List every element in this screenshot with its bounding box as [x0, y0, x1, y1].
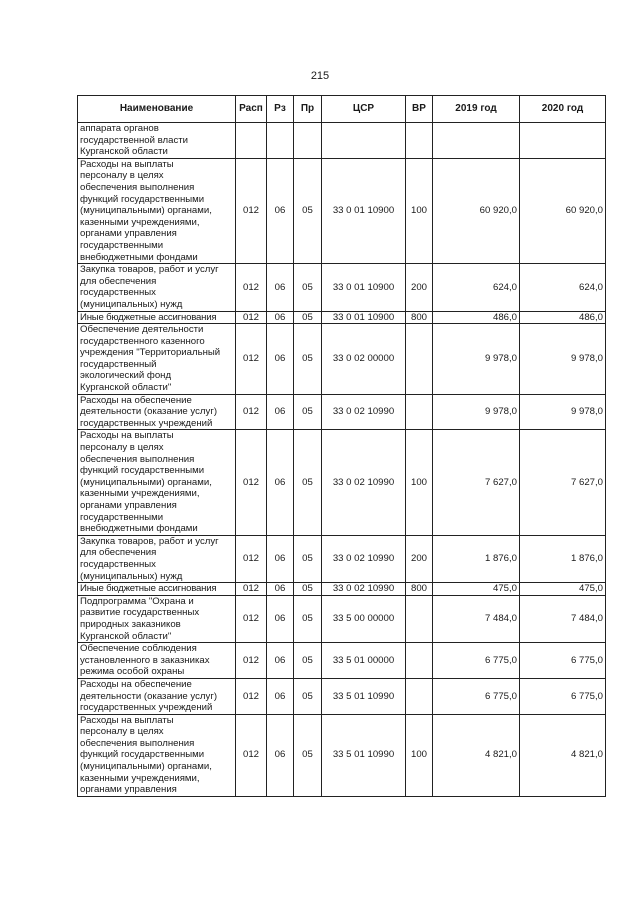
cell-pr: 05	[294, 324, 322, 395]
cell-csr: 33 0 02 10990	[322, 394, 406, 430]
table-row	[78, 158, 606, 263]
table-row	[78, 311, 606, 324]
cell-pr: 05	[294, 714, 322, 796]
col-header-csr: ЦСР	[322, 96, 406, 123]
cell-vr: 200	[406, 264, 433, 311]
cell-rasp: 012	[236, 714, 267, 796]
cell-pr	[294, 123, 322, 159]
cell-vr	[406, 324, 433, 395]
cell-rz: 06	[267, 714, 294, 796]
cell-pr: 05	[294, 158, 322, 263]
cell-pr: 05	[294, 430, 322, 535]
cell-rasp: 012	[236, 430, 267, 535]
cell-pr: 05	[294, 535, 322, 582]
cell-rz: 06	[267, 535, 294, 582]
cell-2019: 1 876,0	[433, 535, 520, 582]
cell-csr	[322, 123, 406, 159]
cell-name: Обеспечение деятельности государственного казенного учреждения "Территориальный государственный экологический фонд Курганской области"	[78, 324, 236, 395]
cell-2019: 6 775,0	[433, 643, 520, 679]
cell-name: Расходы на выплаты персоналу в целях обеспечения выполнения функций государственными (муниципальными) органами, казенными учреждениями, органами управления	[78, 714, 236, 796]
cell-rasp: 012	[236, 595, 267, 642]
cell-rz	[267, 123, 294, 159]
table-row	[78, 678, 606, 714]
cell-2019: 60 920,0	[433, 158, 520, 263]
cell-vr: 800	[406, 583, 433, 596]
cell-csr: 33 0 01 10900	[322, 158, 406, 263]
cell-2019: 6 775,0	[433, 678, 520, 714]
cell-2020: 6 775,0	[520, 643, 606, 679]
cell-rz: 06	[267, 311, 294, 324]
cell-name: аппарата органов государственной власти Курганской области	[78, 123, 236, 159]
cell-rz: 06	[267, 583, 294, 596]
cell-2020: 4 821,0	[520, 714, 606, 796]
cell-rasp: 012	[236, 583, 267, 596]
cell-name: Подпрограмма "Охрана и развитие государственных природных заказников Курганской области"	[78, 595, 236, 642]
cell-csr: 33 0 02 10990	[322, 535, 406, 582]
cell-csr: 33 0 01 10900	[322, 311, 406, 324]
cell-2019: 9 978,0	[433, 324, 520, 395]
col-header-name: Наименование	[78, 96, 236, 123]
cell-rasp: 012	[236, 535, 267, 582]
cell-name: Иные бюджетные ассигнования	[78, 311, 236, 324]
cell-2019: 624,0	[433, 264, 520, 311]
cell-2019: 7 484,0	[433, 595, 520, 642]
cell-vr: 200	[406, 535, 433, 582]
budget-table	[77, 95, 606, 797]
col-header-pr: Пр	[294, 96, 322, 123]
table-row	[78, 324, 606, 395]
cell-2020: 7 627,0	[520, 430, 606, 535]
cell-2019: 475,0	[433, 583, 520, 596]
table-header-row	[78, 96, 606, 123]
cell-name: Расходы на обеспечение деятельности (оказание услуг) государственных учреждений	[78, 394, 236, 430]
cell-name: Иные бюджетные ассигнования	[78, 583, 236, 596]
col-header-rz: Рз	[267, 96, 294, 123]
cell-2019: 486,0	[433, 311, 520, 324]
cell-2020: 6 775,0	[520, 678, 606, 714]
cell-vr: 100	[406, 158, 433, 263]
table-row	[78, 535, 606, 582]
table-row	[78, 583, 606, 596]
table-row	[78, 643, 606, 679]
cell-vr	[406, 643, 433, 679]
cell-rz: 06	[267, 595, 294, 642]
cell-pr: 05	[294, 394, 322, 430]
cell-csr: 33 0 02 10990	[322, 583, 406, 596]
cell-pr: 05	[294, 678, 322, 714]
cell-name: Расходы на обеспечение деятельности (оказание услуг) государственных учреждений	[78, 678, 236, 714]
cell-pr: 05	[294, 311, 322, 324]
cell-rasp: 012	[236, 324, 267, 395]
col-header-rasp: Расп	[236, 96, 267, 123]
table-row	[78, 595, 606, 642]
cell-2020: 9 978,0	[520, 394, 606, 430]
cell-2020	[520, 123, 606, 159]
cell-2019: 4 821,0	[433, 714, 520, 796]
cell-rz: 06	[267, 158, 294, 263]
cell-rz: 06	[267, 324, 294, 395]
cell-csr: 33 5 01 00000	[322, 643, 406, 679]
cell-pr: 05	[294, 595, 322, 642]
cell-2020: 475,0	[520, 583, 606, 596]
cell-rasp: 012	[236, 158, 267, 263]
cell-2020: 486,0	[520, 311, 606, 324]
cell-rasp: 012	[236, 394, 267, 430]
table-row	[78, 264, 606, 311]
cell-vr	[406, 394, 433, 430]
cell-pr: 05	[294, 583, 322, 596]
cell-csr: 33 5 01 10990	[322, 678, 406, 714]
col-header-vr: ВР	[406, 96, 433, 123]
cell-rasp: 012	[236, 678, 267, 714]
table-row	[78, 123, 606, 159]
cell-name: Обеспечение соблюдения установленного в заказниках режима особой охраны	[78, 643, 236, 679]
table-row	[78, 714, 606, 796]
cell-rasp: 012	[236, 643, 267, 679]
cell-vr	[406, 595, 433, 642]
cell-rasp	[236, 123, 267, 159]
cell-2019: 9 978,0	[433, 394, 520, 430]
cell-2020: 60 920,0	[520, 158, 606, 263]
cell-csr: 33 0 02 10990	[322, 430, 406, 535]
cell-2020: 1 876,0	[520, 535, 606, 582]
cell-rz: 06	[267, 264, 294, 311]
cell-rz: 06	[267, 394, 294, 430]
col-header-2019: 2019 год	[433, 96, 520, 123]
cell-2019: 7 627,0	[433, 430, 520, 535]
cell-vr	[406, 123, 433, 159]
cell-csr: 33 5 00 00000	[322, 595, 406, 642]
cell-name: Расходы на выплаты персоналу в целях обеспечения выполнения функций государственными (муниципальными) органами, казенными учреждениями, органами управления государственными внебюджетными фондами	[78, 158, 236, 263]
page-number: 215	[310, 70, 330, 82]
cell-vr: 800	[406, 311, 433, 324]
cell-rz: 06	[267, 678, 294, 714]
cell-vr	[406, 678, 433, 714]
cell-csr: 33 5 01 10990	[322, 714, 406, 796]
cell-name: Расходы на выплаты персоналу в целях обеспечения выполнения функций государственными (муниципальными) органами, казенными учреждениями, органами управления государственными внебюджетными фондами	[78, 430, 236, 535]
cell-vr: 100	[406, 714, 433, 796]
table-row	[78, 394, 606, 430]
cell-2019	[433, 123, 520, 159]
cell-vr: 100	[406, 430, 433, 535]
table-row	[78, 430, 606, 535]
cell-rasp: 012	[236, 264, 267, 311]
cell-pr: 05	[294, 643, 322, 679]
cell-rasp: 012	[236, 311, 267, 324]
col-header-2020: 2020 год	[520, 96, 606, 123]
cell-rz: 06	[267, 643, 294, 679]
cell-name: Закупка товаров, работ и услуг для обеспечения государственных (муниципальных) нужд	[78, 264, 236, 311]
table-body	[78, 123, 606, 797]
cell-pr: 05	[294, 264, 322, 311]
cell-2020: 9 978,0	[520, 324, 606, 395]
cell-rz: 06	[267, 430, 294, 535]
cell-name: Закупка товаров, работ и услуг для обеспечения государственных (муниципальных) нужд	[78, 535, 236, 582]
cell-2020: 7 484,0	[520, 595, 606, 642]
cell-2020: 624,0	[520, 264, 606, 311]
cell-csr: 33 0 02 00000	[322, 324, 406, 395]
cell-csr: 33 0 01 10900	[322, 264, 406, 311]
